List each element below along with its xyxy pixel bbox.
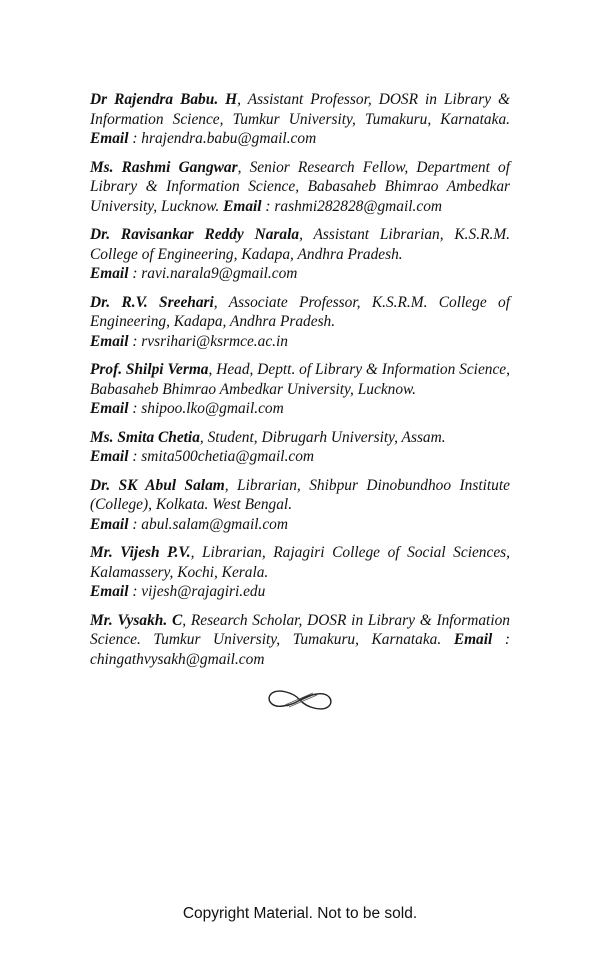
email-label: Email [90, 332, 129, 350]
contributor-details: , Head, Deptt. of Library & Information Science, Babasaheb Bhimrao Ambedkar University, Lucknow. [90, 361, 510, 398]
contributor-details: , Librarian, Rajagiri College of Social Sciences, Kalamassery, Kochi, Kerala. [90, 544, 510, 581]
contributor-entry [90, 90, 510, 149]
contributor-entry [90, 543, 510, 602]
contributor-entry [90, 360, 510, 419]
contributor-email: : abul.salam@gmail.com [128, 515, 288, 533]
email-label: Email [453, 631, 493, 648]
contributor-details: , Research Scholar, DOSR in Library & Information Science. Tumkur University, Tumakuru, Karnataka. [90, 611, 510, 648]
contributor-name: Dr. R.V. Sreehari [90, 293, 214, 311]
email-label: Email [90, 448, 129, 465]
contributor-name: Dr. SK Abul Salam [90, 476, 225, 494]
contributor-name: Ms. Rashmi Gangwar [90, 158, 238, 176]
contributor-email: : shipoo.lko@gmail.com [128, 400, 284, 417]
flourish-ornament-icon [265, 684, 335, 716]
contributor-entry [90, 293, 510, 352]
contributor-entry [90, 611, 510, 670]
contributor-email: : ravi.narala9@gmail.com [128, 265, 298, 282]
contributor-email: : rashmi282828@gmail.com [261, 197, 443, 215]
contributor-name: Dr Rajendra Babu. H [90, 91, 238, 108]
contributor-details: , Librarian, Shibpur Dinobundhoo Institute (College), Kolkata. West Bengal. [90, 476, 510, 513]
contributor-name: Mr. Vysakh. C [90, 611, 183, 629]
contributor-name: Dr. Ravisankar Reddy Narala [90, 226, 300, 243]
contributor-email: : rvsrihari@ksrmce.ac.in [128, 332, 288, 350]
contributor-name: Prof. Shilpi Verma [90, 361, 209, 378]
contributor-email: : vijesh@rajagiri.edu [128, 583, 266, 600]
contributor-email: : chingathvysakh@gmail.com [90, 631, 510, 668]
contributors-list [90, 90, 510, 678]
contributor-details: , Assistant Librarian, K.S.R.M. College of Engineering, Kadapa, Andhra Pradesh. [90, 226, 510, 263]
contributor-email: : hrajendra.babu@gmail.com [128, 130, 317, 147]
email-label: Email [90, 515, 129, 533]
copyright-footer: Copyright Material. Not to be sold. [182, 905, 418, 922]
contributor-entry [90, 428, 510, 467]
contributor-name: Mr. Vijesh P.V. [90, 544, 191, 561]
contributor-email: : smita500chetia@gmail.com [128, 448, 315, 465]
contributor-details: , Senior Research Fellow, Department of Library & Information Science, Babasaheb Bhimrao Ambedkar University, Lucknow. [90, 158, 510, 215]
contributor-name: Ms. Smita Chetia [90, 428, 200, 446]
contributor-details: , Assistant Professor, DOSR in Library & Information Science, Tumkur University, Tumakuru, Karnataka. [90, 91, 510, 128]
email-label: Email [90, 130, 129, 147]
contributor-entry [90, 158, 510, 217]
contributor-entry [90, 225, 510, 284]
email-label: Email [90, 265, 129, 282]
contributor-details: , Associate Professor, K.S.R.M. College of Engineering, Kadapa, Andhra Pradesh. [90, 293, 510, 330]
email-label: Email [223, 197, 262, 215]
email-label: Email [90, 583, 129, 600]
contributor-details: , Student, Dibrugarh University, Assam. [199, 428, 446, 446]
contributor-entry [90, 476, 510, 535]
email-label: Email [90, 400, 129, 417]
